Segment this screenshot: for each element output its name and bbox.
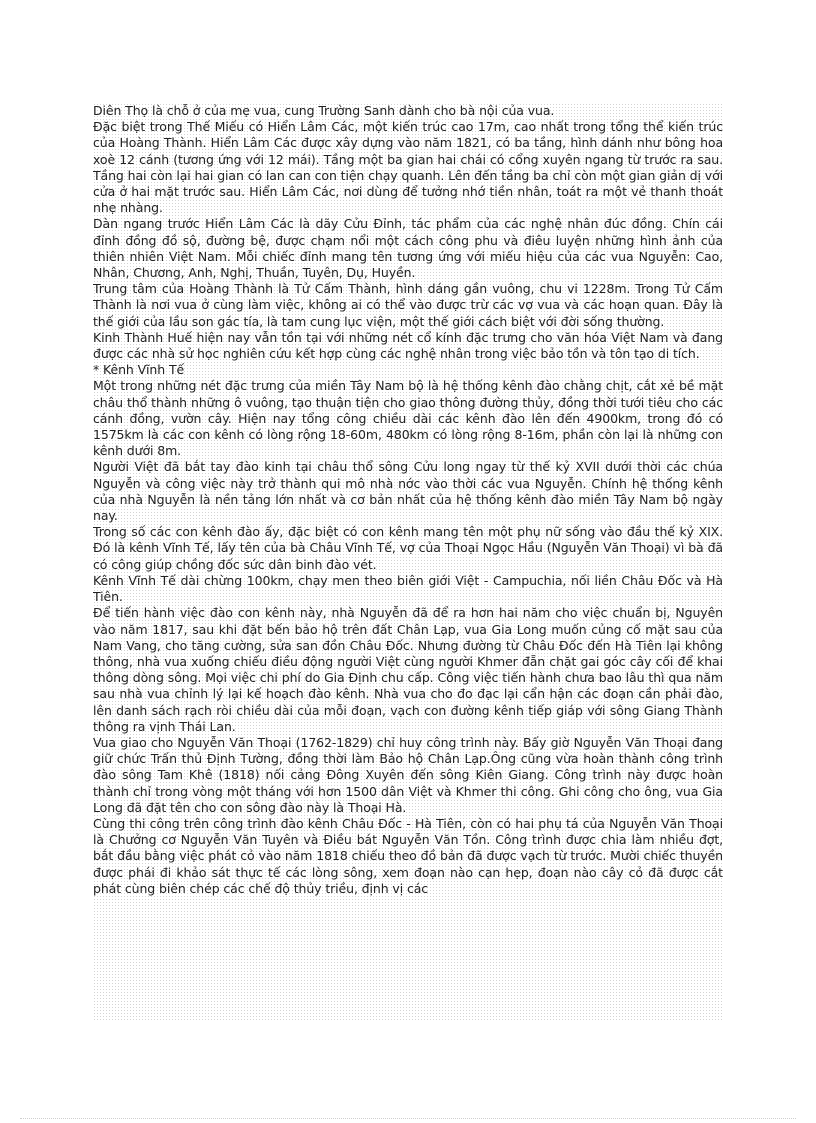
document-body xyxy=(93,103,723,1021)
paragraph: Để tiến hành việc đào con kênh này, nhà Nguyễn đã để ra hơn hai năm cho việc chuẩn bị, Nguyên vào năm 1817, sau khi đặt bến bảo hộ trên đất Chân Lạp, vua Gia Long muốn củng cố mặt sau của Nam Vang, cho tăng cường, sửa san đồn Châu Đốc. Nhưng đường từ Châu Đốc đến Hà Tiên lại không thông, nhà vua xuống chiếu điều động người Việt cùng người Khmer đẵn chặt gai góc cây cối để khai thông dòng sông. Mọi việc chi phí do Gia Định chu cấp. Công việc tiến hành chưa bao lâu thì qua năm sau nhà vua chỉnh lý lại kế hoạch đào kênh. Nhà vua cho đo đạc lại cẩn hận các đoạn cần phải đào, lên danh sách rạch ròi chiều dài của mỗi đoạn, vạch con đường kênh tiếp giáp với sông Giang Thành thông ra vịnh Thái Lan. xyxy=(93,605,723,734)
paragraph: Kênh Vĩnh Tế dài chừng 100km, chạy men theo biên giới Việt - Campuchia, nối liền Châu Đốc và Hà Tiên. xyxy=(93,572,723,605)
paragraph: Diên Thọ là chỗ ở của mẹ vua, cung Trường Sanh dành cho bà nội của vua. xyxy=(93,103,555,118)
paragraph: Một trong những nét đặc trưng của miền Tây Nam bộ là hệ thống kênh đào chằng chịt, cắt xẻ bề mặt châu thổ thành những ô vuông, tạo thuận tiện cho giao thông đường thủy, đồng thời tưới tiêu cho các cánh đồng, vườn cây. Hiện nay tổng công chiều dài các kênh đào lên đến 4900km, trong đó có 1575km là các con kênh có lòng rộng 18-60m, 480km có lòng rộng 8-16m, phần còn lại là những con kênh dưới 8m. xyxy=(93,378,723,459)
paragraph: Đặc biệt trong Thế Miếu có Hiển Lâm Các, một kiến trúc cao 17m, cao nhất trong tổng thể kiến trúc của Hoàng Thành. Hiển Lâm Các được xây dựng vào năm 1821, có ba tầng, hình dánh như bông hoa xoè 12 cánh (tương ứng với 12 mái). Tầng một ba gian hai chái có cổng xuyên ngang từ trước ra sau. Tầng hai còn lại hai gian có lan can con tiện chạy quanh. Lên đến tầng ba chỉ còn một gian giản dị với cửa ở hai mặt trước sau. Hiển Lâm Các, nơi dùng để tưởng nhớ tiền nhân, toát ra một vẻ thanh thoát nhẹ nhàng. xyxy=(93,119,723,216)
paragraph: Cùng thi công trên công trình đào kênh Châu Đốc - Hà Tiên, còn có hai phụ tá của Nguyễn Văn Thoại là Chưởng cơ Nguyễn Văn Tuyên và Điều bát Nguyễn Văn Tồn. Công trình được chia làm nhiều đợt, bắt đầu bằng việc phát cỏ vào năm 1818 chiếu theo đồ bản đã được vạch từ trước. Mười chiếc thuyền được phái đi khảo sát thực tế các lòng sông, xem đoạn nào cạn hẹp, đoạn nào cây cỏ đã được cắt phát cùng biên chép các chế độ thủy triều, định vị các xyxy=(93,815,723,896)
paragraph: Vua giao cho Nguyễn Văn Thoại (1762-1829) chỉ huy công trình này. Bấy giờ Nguyễn Văn Thoại đang giữ chức Trấn thủ Định Tường, đồng thời làm Bảo hộ Chân Lạp.Ông cũng vừa hoàn thành công trình đào sông Tam Khê (1818) nối cảng Đông Xuyên đến sông Kiên Giang. Công trình này được hoàn thành chỉ trong vòng một tháng với hơn 1500 dân Việt và Khmer thi công. Ghi công cho ông, vua Gia Long đã đặt tên cho con sông đào này là Thoại Hà. xyxy=(93,734,723,815)
paragraph: Người Việt đã bắt tay đào kinh tại châu thổ sông Cửu long ngay từ thế kỷ XVII dưới thời các chúa Nguyễn và công việc này trở thành qui mô nhà nớc vào thời các vua Nguyễn. Chính hệ thống kênh của nhà Nguyễn là nền tảng lớn nhất và cơ bản nhất của hệ thống kênh đào miền Tây Nam bộ ngày nay. xyxy=(93,459,723,524)
section-heading: * Kênh Vĩnh Tế xyxy=(93,362,185,378)
paragraph: Trung tâm của Hoàng Thành là Tử Cấm Thành, hình dáng gần vuông, chu vi 1228m. Trong Tử Cấm Thành là nơi vua ở cùng làm việc, không ai có thể vào được trừ các vợ vua và các hoạn quan. Đây là thế giới của lầu son gác tía, là tam cung lục viện, một thế giới cách biệt với đời sống thường. xyxy=(93,281,723,329)
page-bottom-rule xyxy=(20,1118,796,1119)
paragraph: Trong số các con kênh đào ấy, đặc biệt có con kênh mang tên một phụ nữ sống vào đầu thế kỷ XIX. Đó là kênh Vĩnh Tế, lấy tên của bà Châu Vĩnh Tế, vợ của Thoại Ngọc Hầu (Nguyễn Văn Thoại) vì bà đã có công giúp chồng đốc sức dân binh đào vét. xyxy=(93,524,723,572)
paragraph: Dàn ngang trước Hiển Lâm Các là dãy Cửu Đỉnh, tác phẩm của các nghệ nhân đúc đồng. Chín cái đỉnh đồng đồ sộ, đường bệ, được chạm nổi một cách công phu và điêu luyện những hình ảnh của thiên nhiên Việt Nam. Mỗi chiếc đỉnh mang tên tương ứng với miếu hiệu của các vua Nguyễn: Cao, Nhân, Chương, Anh, Nghị, Thuần, Tuyên, Dụ, Huyền. xyxy=(93,216,723,281)
paragraph: Kinh Thành Huế hiện nay vẫn tồn tại với những nét cổ kính đặc trưng cho văn hóa Việt Nam và đang được các nhà sử học nghiên cứu kết hợp cùng các nghệ nhân trong việc bảo tồn và tôn tạo di tích. xyxy=(93,329,723,362)
